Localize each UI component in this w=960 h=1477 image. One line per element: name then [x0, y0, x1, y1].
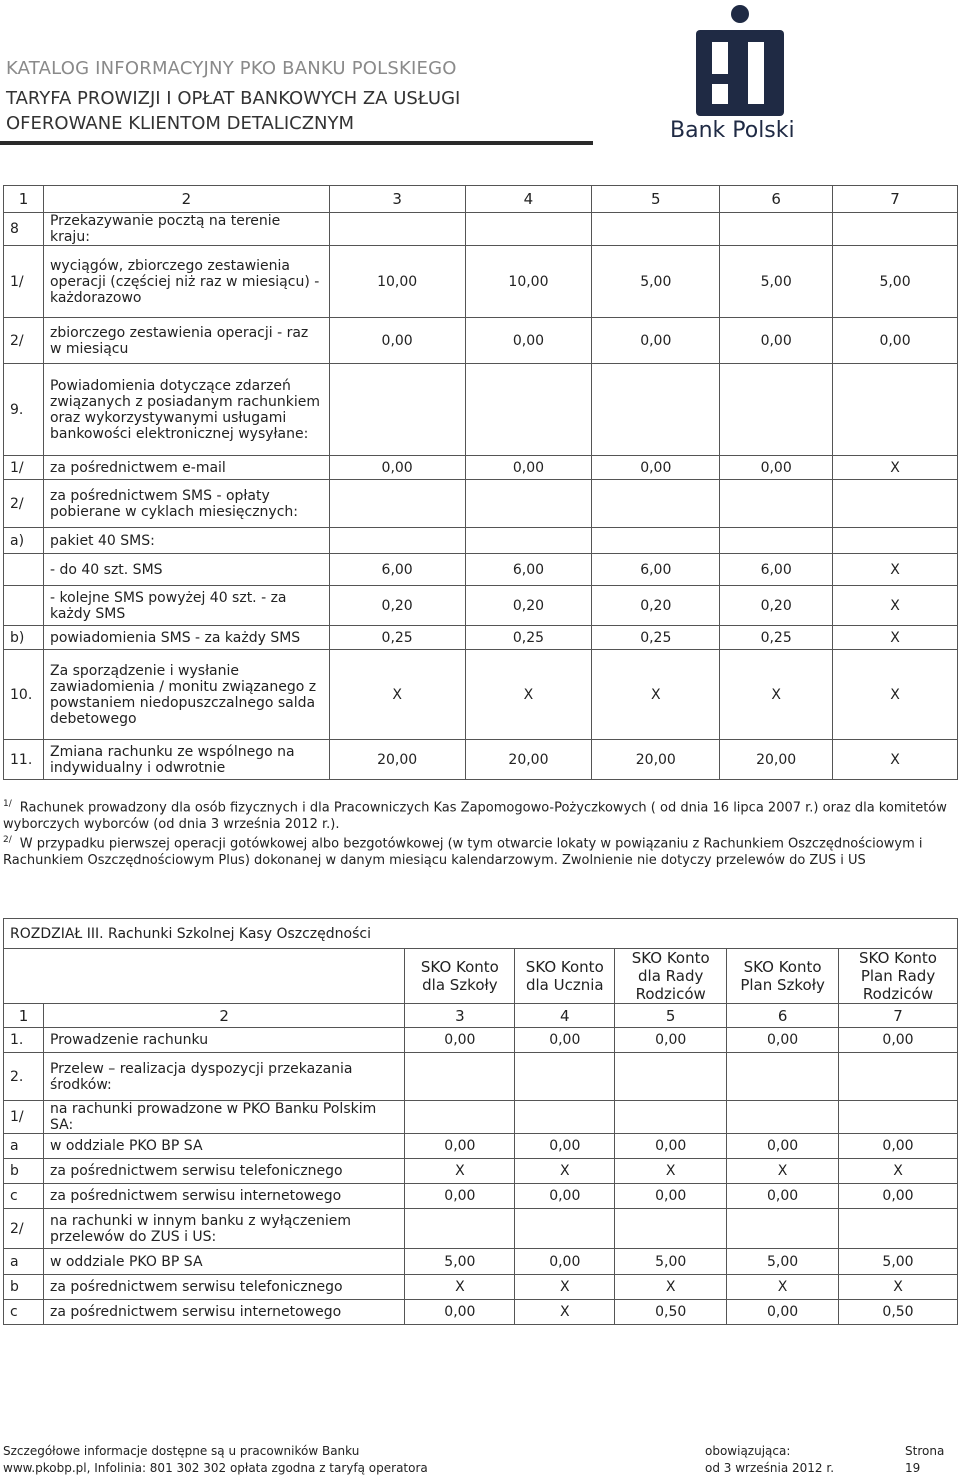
- col-header: 7: [839, 1004, 958, 1028]
- footnote-2-mark: 2/: [3, 835, 12, 845]
- row-description: za pośrednictwem serwisu internetowego: [43, 1300, 404, 1325]
- table-row: [4, 1028, 958, 1053]
- row-number: 1/: [4, 456, 44, 480]
- fee-value: 0,00: [615, 1134, 727, 1159]
- fee-value: [839, 1053, 958, 1101]
- row-description: Przekazywanie pocztą na terenie kraju:: [43, 213, 329, 246]
- col-header: 6: [727, 1004, 839, 1028]
- row-description: na rachunki w innym banku z wyłączeniem przelewów do ZUS i US:: [43, 1209, 404, 1249]
- row-number: 2/: [4, 1209, 44, 1249]
- row-number: b: [4, 1159, 44, 1184]
- fee-value: 0,00: [592, 318, 720, 364]
- footer-validity-date: od 3 września 2012 r.: [705, 1461, 835, 1475]
- table-row: [4, 1209, 958, 1249]
- fee-value: [833, 480, 958, 528]
- row-description: powiadomienia SMS - za każdy SMS: [43, 626, 329, 650]
- row-description: Przelew – realizacja dyspozycji przekazania środków:: [43, 1053, 404, 1101]
- row-description: Za sporządzenie i wysłanie zawiadomienia / monitu związanego z powstaniem niedopuszczalnego salda debetowego: [43, 650, 329, 740]
- fee-value: 0,00: [727, 1028, 839, 1053]
- row-description: - kolejne SMS powyżej 40 szt. - za każdy SMS: [43, 586, 329, 626]
- table-row: [4, 626, 958, 650]
- fee-value: 5,00: [720, 246, 833, 318]
- fee-value: X: [833, 650, 958, 740]
- fee-value: 0,20: [465, 586, 592, 626]
- fee-value: 0,00: [405, 1184, 515, 1209]
- table-header-row: [4, 186, 958, 213]
- row-number: 1/: [4, 1101, 44, 1134]
- col-header: 2: [43, 186, 329, 213]
- table-header-row: [4, 1004, 958, 1028]
- fee-value: 5,00: [727, 1249, 839, 1275]
- footer-page-number: Strona 19: [905, 1444, 945, 1475]
- footer-info: Szczegółowe informacje dostępne są u pracowników Banku: [3, 1444, 360, 1458]
- fee-value: 0,00: [720, 456, 833, 480]
- fee-value: [833, 528, 958, 554]
- fee-value: 0,00: [515, 1184, 615, 1209]
- fee-value: X: [465, 650, 592, 740]
- fee-value: 5,00: [833, 246, 958, 318]
- row-number: 9.: [4, 364, 44, 456]
- row-number: 2/: [4, 480, 44, 528]
- footnote-2-text: W przypadku pierwszej operacji gotówkowej albo bezgotówkowej (w tym otwarcie lokaty w powiązaniu z Rachunkiem Oszczędnościowym i Rachunkiem Oszczędnościowym Plus) dokonanej w danym miesiącu kalendarzowym. Zwolnienie nie dotyczy przelewów do ZUS i US: [3, 836, 923, 869]
- row-description: pakiet 40 SMS:: [43, 528, 329, 554]
- fee-value: [405, 1209, 515, 1249]
- tariff-title-line1: TARYFA PROWIZJI I OPŁAT BANKOWYCH ZA USŁUGI: [6, 88, 461, 109]
- row-number: b): [4, 626, 44, 650]
- fee-value: 0,00: [839, 1184, 958, 1209]
- row-number: 1.: [4, 1028, 44, 1053]
- table-row: [4, 246, 958, 318]
- fee-value: 0,00: [405, 1134, 515, 1159]
- fee-value: X: [515, 1275, 615, 1300]
- table-row: [4, 1184, 958, 1209]
- table-row: [4, 1249, 958, 1275]
- fee-value: 0,25: [592, 626, 720, 650]
- fee-value: [615, 1101, 727, 1134]
- fee-value: 0,00: [329, 456, 465, 480]
- fee-value: 20,00: [329, 740, 465, 780]
- sko-fees-table: [3, 918, 958, 1325]
- fee-value: 0,20: [720, 586, 833, 626]
- fee-value: [833, 364, 958, 456]
- row-number: 11.: [4, 740, 44, 780]
- fee-value: 5,00: [592, 246, 720, 318]
- row-description: w oddziale PKO BP SA: [43, 1134, 404, 1159]
- table-row: [4, 528, 958, 554]
- fee-value: 0,00: [465, 318, 592, 364]
- fee-value: X: [329, 650, 465, 740]
- table-row: [4, 1300, 958, 1325]
- footnote-1: [3, 796, 955, 833]
- fee-value: [720, 480, 833, 528]
- fee-value: [833, 213, 958, 246]
- fee-value: 0,00: [405, 1300, 515, 1325]
- col-header: 3: [405, 1004, 515, 1028]
- fee-value: [329, 480, 465, 528]
- fee-value: 0,25: [329, 626, 465, 650]
- fee-value: [727, 1101, 839, 1134]
- product-name: SKO Konto dla Rady Rodziców: [615, 949, 727, 1004]
- fee-value: X: [615, 1159, 727, 1184]
- fee-value: 0,00: [515, 1028, 615, 1053]
- row-description: Zmiana rachunku ze wspólnego na indywidualny i odwrotnie: [43, 740, 329, 780]
- table-row: [4, 1053, 958, 1101]
- product-header-blank: [4, 949, 405, 1004]
- fee-value: 0,20: [592, 586, 720, 626]
- fee-value: 0,00: [405, 1028, 515, 1053]
- footer-contact: www.pkobp.pl, Infolinia: 801 302 302 opłata zgodna z taryfą operatora: [3, 1461, 428, 1475]
- table-row: [4, 364, 958, 456]
- fee-value: 0,50: [839, 1300, 958, 1325]
- fee-value: 5,00: [405, 1249, 515, 1275]
- product-name: SKO Konto Plan Szkoły: [727, 949, 839, 1004]
- fee-value: X: [833, 626, 958, 650]
- fee-value: [329, 213, 465, 246]
- fee-value: 10,00: [329, 246, 465, 318]
- fee-value: 0,00: [515, 1249, 615, 1275]
- fee-value: X: [833, 554, 958, 586]
- fee-value: 6,00: [720, 554, 833, 586]
- row-description: za pośrednictwem serwisu telefonicznego: [43, 1159, 404, 1184]
- fee-value: [720, 528, 833, 554]
- row-number: a: [4, 1249, 44, 1275]
- row-number: 8: [4, 213, 44, 246]
- row-description: za pośrednictwem e-mail: [43, 456, 329, 480]
- table-row: [4, 1275, 958, 1300]
- table-row: [4, 650, 958, 740]
- fee-value: X: [839, 1275, 958, 1300]
- row-description: Powiadomienia dotyczące zdarzeń związanych z posiadanym rachunkiem oraz wykorzystywanymi usługami bankowości elektronicznej wysyłane:: [43, 364, 329, 456]
- fee-value: 0,25: [720, 626, 833, 650]
- fee-value: [465, 480, 592, 528]
- footnote-1-text: Rachunek prowadzony dla osób fizycznych i dla Pracowniczych Kas Zapomogowo-Pożyczkowych ( od dnia 16 lipca 2007 r.) oraz dla komitetów wyborczych wyborców (od dnia 3 września 2012 r.).: [3, 800, 947, 833]
- row-number: c: [4, 1184, 44, 1209]
- row-description: - do 40 szt. SMS: [43, 554, 329, 586]
- footnote-2: [3, 832, 955, 869]
- fee-value: 0,00: [727, 1184, 839, 1209]
- table-row: [4, 586, 958, 626]
- document-header: [0, 0, 960, 150]
- header-rule: [0, 141, 593, 145]
- fee-value: [727, 1053, 839, 1101]
- fee-value: 20,00: [592, 740, 720, 780]
- pko-logo-icon: [690, 0, 790, 130]
- col-header: 5: [615, 1004, 727, 1028]
- fee-value: 0,50: [615, 1300, 727, 1325]
- fee-value: X: [405, 1275, 515, 1300]
- fee-value: 0,00: [329, 318, 465, 364]
- table-row: [4, 554, 958, 586]
- col-header: 7: [833, 186, 958, 213]
- fee-value: [839, 1101, 958, 1134]
- fee-value: X: [839, 1159, 958, 1184]
- row-description: za pośrednictwem SMS - opłaty pobierane w cyklach miesięcznych:: [43, 480, 329, 528]
- row-description: zbiorczego zestawienia operacji - raz w miesiącu: [43, 318, 329, 364]
- row-number: 10.: [4, 650, 44, 740]
- fee-value: X: [615, 1275, 727, 1300]
- footer-left: [3, 1443, 428, 1477]
- table-row: [4, 213, 958, 246]
- fee-value: 0,00: [615, 1184, 727, 1209]
- product-name: SKO Konto Plan Rady Rodziców: [839, 949, 958, 1004]
- fee-value: 20,00: [465, 740, 592, 780]
- row-number: 2/: [4, 318, 44, 364]
- row-description: wyciągów, zbiorczego zestawienia operacji (częściej niż raz w miesiącu) - każdorazowo: [43, 246, 329, 318]
- tariff-title-line2: OFEROWANE KLIENTOM DETALICZNYM: [6, 113, 355, 134]
- fee-value: [515, 1053, 615, 1101]
- fee-value: [329, 364, 465, 456]
- row-description: za pośrednictwem serwisu telefonicznego: [43, 1275, 404, 1300]
- col-header: 1: [4, 1004, 44, 1028]
- row-number: [4, 554, 44, 586]
- col-header: 4: [465, 186, 592, 213]
- fee-value: [405, 1053, 515, 1101]
- fee-value: X: [515, 1159, 615, 1184]
- fee-value: 5,00: [839, 1249, 958, 1275]
- fee-value: 5,00: [615, 1249, 727, 1275]
- fee-value: X: [727, 1159, 839, 1184]
- row-number: [4, 586, 44, 626]
- col-header: 6: [720, 186, 833, 213]
- table-row: [4, 1101, 958, 1134]
- row-number: 2.: [4, 1053, 44, 1101]
- fee-value: [515, 1209, 615, 1249]
- fee-value: 0,00: [592, 456, 720, 480]
- col-header: 4: [515, 1004, 615, 1028]
- row-number: c: [4, 1300, 44, 1325]
- row-description: za pośrednictwem serwisu internetowego: [43, 1184, 404, 1209]
- fee-value: [592, 480, 720, 528]
- fee-value: X: [720, 650, 833, 740]
- row-description: Prowadzenie rachunku: [43, 1028, 404, 1053]
- table-row: [4, 1159, 958, 1184]
- fee-value: [465, 213, 592, 246]
- fee-value: 0,00: [727, 1300, 839, 1325]
- table-row: [4, 456, 958, 480]
- fee-value: [615, 1053, 727, 1101]
- fee-value: 0,00: [720, 318, 833, 364]
- table-row: [4, 318, 958, 364]
- row-description: na rachunki prowadzone w PKO Banku Polskim SA:: [43, 1101, 404, 1134]
- fee-value: 0,00: [615, 1028, 727, 1053]
- fee-value: 0,00: [515, 1134, 615, 1159]
- fee-value: [592, 213, 720, 246]
- fee-value: [839, 1209, 958, 1249]
- row-description: w oddziale PKO BP SA: [43, 1249, 404, 1275]
- col-header: 5: [592, 186, 720, 213]
- fee-value: X: [727, 1275, 839, 1300]
- fee-value: 0,25: [465, 626, 592, 650]
- footnote-1-mark: 1/: [3, 799, 12, 809]
- fee-value: 6,00: [592, 554, 720, 586]
- fee-value: 0,00: [727, 1134, 839, 1159]
- section-title: ROZDZIAŁ III. Rachunki Szkolnej Kasy Oszczędności: [4, 919, 958, 949]
- row-number: 1/: [4, 246, 44, 318]
- bank-brand-name: Bank Polski: [670, 118, 795, 143]
- table-row: [4, 480, 958, 528]
- fee-value: 0,00: [839, 1028, 958, 1053]
- fee-value: X: [833, 740, 958, 780]
- fee-value: [329, 528, 465, 554]
- fee-value: [615, 1209, 727, 1249]
- fee-value: [405, 1101, 515, 1134]
- fee-value: [592, 364, 720, 456]
- footer-validity: [705, 1443, 834, 1477]
- footer-validity-label: obowiązująca:: [705, 1444, 791, 1458]
- fee-value: 6,00: [329, 554, 465, 586]
- fee-value: [592, 528, 720, 554]
- col-header: 3: [329, 186, 465, 213]
- fee-value: 6,00: [465, 554, 592, 586]
- fee-value: 20,00: [720, 740, 833, 780]
- fees-table-1: [3, 185, 958, 780]
- fee-value: X: [592, 650, 720, 740]
- fee-value: 0,00: [839, 1134, 958, 1159]
- table-row: [4, 1134, 958, 1159]
- fee-value: [465, 364, 592, 456]
- catalog-title: KATALOG INFORMACYJNY PKO BANKU POLSKIEGO: [6, 58, 457, 79]
- fee-value: [720, 213, 833, 246]
- product-header-row: [4, 949, 958, 1004]
- fee-value: X: [833, 456, 958, 480]
- fee-value: X: [833, 586, 958, 626]
- fee-value: 0,00: [465, 456, 592, 480]
- fee-value: X: [405, 1159, 515, 1184]
- row-number: a: [4, 1134, 44, 1159]
- row-number: b: [4, 1275, 44, 1300]
- fee-value: [727, 1209, 839, 1249]
- section-title-row: [4, 919, 958, 949]
- fee-value: 0,00: [833, 318, 958, 364]
- col-header: 2: [43, 1004, 404, 1028]
- product-name: SKO Konto dla Szkoły: [405, 949, 515, 1004]
- fee-value: [720, 364, 833, 456]
- fee-value: X: [515, 1300, 615, 1325]
- table-row: [4, 740, 958, 780]
- row-number: a): [4, 528, 44, 554]
- fee-value: [465, 528, 592, 554]
- fee-value: 10,00: [465, 246, 592, 318]
- fee-value: [515, 1101, 615, 1134]
- fee-value: 0,20: [329, 586, 465, 626]
- col-header: 1: [4, 186, 44, 213]
- product-name: SKO Konto dla Ucznia: [515, 949, 615, 1004]
